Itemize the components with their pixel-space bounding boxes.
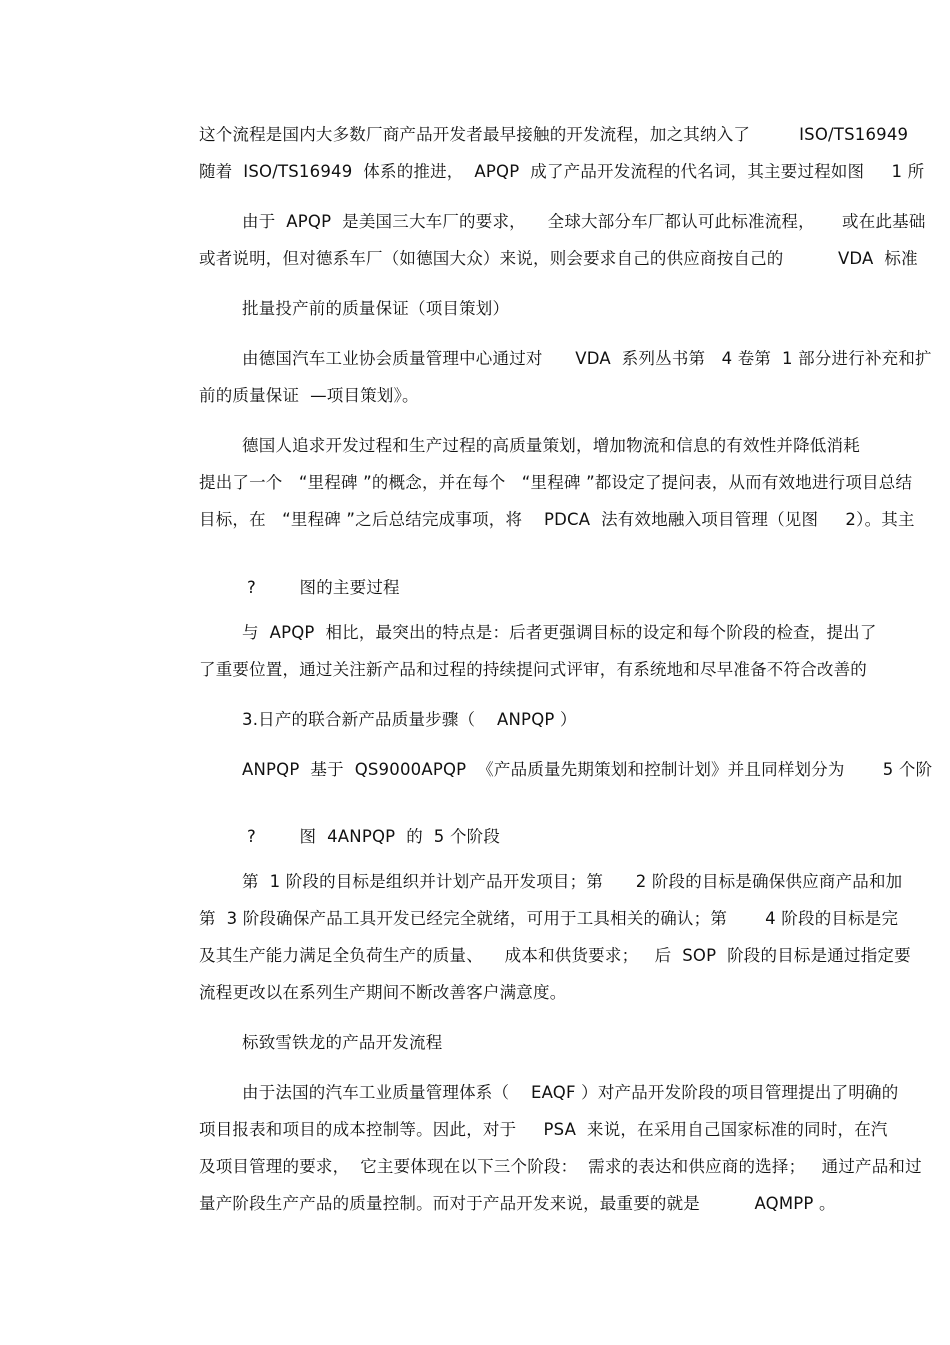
text-line: 了重要位置，通过关注新产品和过程的持续提问式评审，有系统地和尽早准备不符合改善的 [199, 660, 867, 679]
text-line: 流程更改以在系列生产期间不断改善客户满意度。 [199, 983, 567, 1002]
section-heading: 标致雪铁龙的产品开发流程 [242, 1033, 443, 1052]
section-heading: 3.日产的联合新产品质量步骤（ ANPQP ） [242, 710, 577, 729]
text-line: 与 APQP 相比，最突出的特点是：后者更强调目标的设定和每个阶段的检查，提出了 [242, 623, 877, 642]
text-line: 提出了一个 “里程碑 ”的概念，并在每个 “里程碑 ”都设定了提问表，从而有效地进行项目总结 [199, 473, 913, 492]
section-heading: 批量投产前的质量保证（项目策划） [242, 299, 510, 318]
text-line: 前的质量保证 —项目策划》。 [199, 386, 419, 405]
text-line: 这个流程是国内大多数厂商产品开发者最早接触的开发流程，加之其纳入了 ISO/TS16949 [199, 125, 909, 144]
text-line: 第 3 阶段确保产品工具开发已经完全就绪，可用于工具相关的确认；第 4 阶段的目标是完 [199, 909, 899, 928]
text-line: 目标，在 “里程碑 ”之后总结完成事项，将 PDCA 法有效地融入项目管理（见图 2）。其主 [199, 510, 915, 529]
text-line: 项目报表和项目的成本控制等。因此，对于 PSA 来说，在采用自己国家标准的同时，在汽 [199, 1120, 888, 1139]
text-line: 德国人追求开发过程和生产过程的高质量策划，增加物流和信息的有效性并降低消耗 [242, 436, 860, 455]
text-line: 随着 ISO/TS16949 体系的推进， APQP 成了产品开发流程的代名词，其主要过程如图 1 所 [199, 162, 925, 181]
text-line: 由于 APQP 是美国三大车厂的要求， 全球大部分车厂都认可此标准流程， 或在此基础 [242, 212, 926, 231]
text-line: ANPQP 基于 QS9000APQP 《产品质量先期策划和控制计划》并且同样划分为 5 个阶 [242, 760, 933, 779]
figure-caption: ? 图的主要过程 [247, 578, 400, 597]
text-line: 第 1 阶段的目标是组织并计划产品开发项目；第 2 阶段的目标是确保供应商产品和加 [242, 872, 903, 891]
text-line: 及项目管理的要求， 它主要体现在以下三个阶段： 需求的表达和供应商的选择； 通过产品和过 [199, 1157, 922, 1176]
text-line: 及其生产能力满足全负荷生产的质量、 成本和供货要求； 后 SOP 阶段的目标是通过指定要 [199, 946, 911, 965]
figure-caption: ? 图 4ANPQP 的 5 个阶段 [247, 827, 501, 846]
text-line: 由于法国的汽车工业质量管理体系（ EAQF ）对产品开发阶段的项目管理提出了明确的 [242, 1083, 899, 1102]
text-line: 量产阶段生产产品的质量控制。而对于产品开发来说，最重要的就是 AQMPP 。 [199, 1194, 836, 1213]
text-line: 由德国汽车工业协会质量管理中心通过对 VDA 系列丛书第 4 卷第 1 部分进行补充和扩 [242, 349, 932, 368]
text-line: 或者说明，但对德系车厂（如德国大众）来说，则会要求自己的供应商按自己的 VDA 标准 [199, 249, 918, 268]
